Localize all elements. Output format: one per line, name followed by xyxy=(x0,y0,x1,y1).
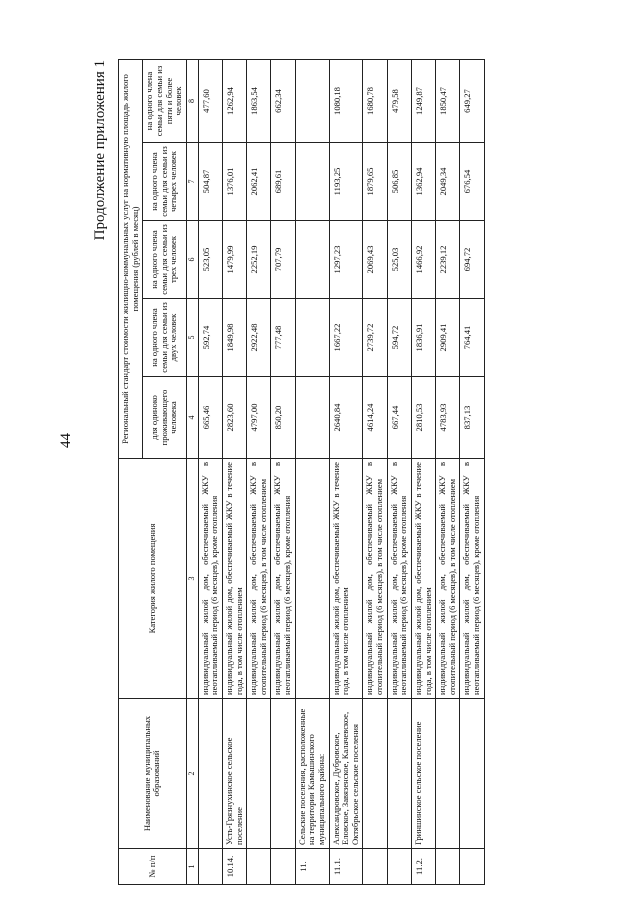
cost-value: 1193,25 xyxy=(329,143,363,221)
cost-value: 479,58 xyxy=(387,59,411,142)
cost-value: 2739,72 xyxy=(363,299,387,377)
housing-category: индивидуальный жилой дом, обеспечиваемый ЖКУ в неотапливаемый период (6 месяцев), кроме отопления xyxy=(271,459,295,699)
cost-value: 4783,93 xyxy=(436,377,460,459)
housing-category: индивидуальный жилой дом, обеспечиваемый ЖКУ в неотапливаемый период (6 месяцев), кроме отопления xyxy=(198,459,222,699)
rotated-page-content xyxy=(90,60,610,885)
row-number xyxy=(198,849,222,885)
cost-value: 2049,34 xyxy=(436,143,460,221)
municipality-name xyxy=(271,699,295,849)
cost-value: 777,48 xyxy=(271,299,295,377)
cost-value xyxy=(295,221,329,299)
cost-value: 4797,00 xyxy=(247,377,271,459)
row-number xyxy=(387,849,411,885)
row-number: 11.2. xyxy=(411,849,435,885)
cost-value: 4614,24 xyxy=(363,377,387,459)
municipality-name xyxy=(436,699,460,849)
column-index: 1 xyxy=(186,849,198,885)
header-family-three: на одного члена семьи для семьи из трех человек xyxy=(143,221,187,299)
housing-category: индивидуальный жилой дом, обеспечиваемый ЖКУ в неотапливаемый период (6 месяцев), кроме отопления xyxy=(460,459,484,699)
cost-value: 665,46 xyxy=(198,377,222,459)
cost-value: 2909,41 xyxy=(436,299,460,377)
municipality-name xyxy=(198,699,222,849)
municipality-name: Александровское, Дубровское, Еловское, Завязенское, Калачевское, Октябрьское сельские поселения xyxy=(329,699,363,849)
table-row xyxy=(247,59,271,884)
header-family-five-plus: на одного члена семьи для семьи из пяти и более человек xyxy=(143,59,187,142)
table-body xyxy=(198,59,484,884)
header-cost-standard: Региональный стандарт стоимости жилищно-коммунальных услуг на нормативную площадь жилого помещения (рублей в месяц) xyxy=(119,59,143,458)
row-number: 11.1. xyxy=(329,849,363,885)
cost-value: 506,85 xyxy=(387,143,411,221)
row-number: 10.14. xyxy=(222,849,246,885)
cost-value: 523,05 xyxy=(198,221,222,299)
table-row xyxy=(198,59,222,884)
row-number xyxy=(460,849,484,885)
table-row xyxy=(460,59,484,884)
municipality-name: Гриншинское сельское поселение xyxy=(411,699,435,849)
cost-value: 689,61 xyxy=(271,143,295,221)
page-number: 44 xyxy=(58,433,74,448)
header-single-person: для одиноко проживающего человека xyxy=(143,377,187,459)
cost-value: 1362,94 xyxy=(411,143,435,221)
table-row xyxy=(411,59,435,884)
table-row xyxy=(436,59,460,884)
cost-value: 707,79 xyxy=(271,221,295,299)
cost-value: 850,20 xyxy=(271,377,295,459)
housing-category: индивидуальный жилой дом, обеспечиваемый ЖКУ в течение года, в том числе отоплением xyxy=(222,459,246,699)
cost-value: 2823,60 xyxy=(222,377,246,459)
cost-value xyxy=(295,299,329,377)
column-index: 8 xyxy=(186,59,198,142)
header-category: Категория жилого помещения xyxy=(119,459,187,699)
header-family-two: на одного члена семьи для семьи из двух человек xyxy=(143,299,187,377)
housing-category: индивидуальный жилой дом, обеспечиваемый ЖКУ в неотапливаемый период (6 месяцев), кроме отопления xyxy=(387,459,411,699)
row-number xyxy=(247,849,271,885)
municipality-name xyxy=(247,699,271,849)
cost-value: 676,54 xyxy=(460,143,484,221)
cost-value: 1863,54 xyxy=(247,59,271,142)
cost-value: 1850,47 xyxy=(436,59,460,142)
cost-value: 1849,98 xyxy=(222,299,246,377)
cost-value: 504,87 xyxy=(198,143,222,221)
cost-value: 592,74 xyxy=(198,299,222,377)
column-index: 4 xyxy=(186,377,198,459)
column-index: 6 xyxy=(186,221,198,299)
table-row xyxy=(295,59,329,884)
municipality-name xyxy=(460,699,484,849)
cost-value: 2239,12 xyxy=(436,221,460,299)
cost-value: 2810,53 xyxy=(411,377,435,459)
cost-value: 477,60 xyxy=(198,59,222,142)
cost-value: 662,34 xyxy=(271,59,295,142)
municipality-name xyxy=(363,699,387,849)
table-row xyxy=(329,59,363,884)
cost-value: 2069,43 xyxy=(363,221,387,299)
column-index: 7 xyxy=(186,143,198,221)
cost-value: 2922,48 xyxy=(247,299,271,377)
cost-value: 837,13 xyxy=(460,377,484,459)
cost-value: 667,44 xyxy=(387,377,411,459)
housing-category: индивидуальный жилой дом, обеспечиваемый ЖКУ в течение года, в том числе отоплением xyxy=(411,459,435,699)
housing-category: индивидуальный жилой дом, обеспечиваемый ЖКУ в отопительный период (6 месяцев), в том числе отоплением xyxy=(436,459,460,699)
row-number: 11. xyxy=(295,849,329,885)
cost-value: 1680,78 xyxy=(363,59,387,142)
cost-value: 2062,41 xyxy=(247,143,271,221)
header-number: № п/п xyxy=(119,849,187,885)
cost-value: 764,41 xyxy=(460,299,484,377)
cost-value: 1667,22 xyxy=(329,299,363,377)
cost-value: 525,03 xyxy=(387,221,411,299)
cost-value: 1080,18 xyxy=(329,59,363,142)
housing-category xyxy=(295,459,329,699)
row-number xyxy=(363,849,387,885)
header-family-four: на одного члена семьи для семьи из четырех человек xyxy=(143,143,187,221)
table-row xyxy=(271,59,295,884)
cost-value: 649,27 xyxy=(460,59,484,142)
table-row xyxy=(222,59,246,884)
row-number xyxy=(271,849,295,885)
cost-value: 1297,23 xyxy=(329,221,363,299)
cost-value: 2252,19 xyxy=(247,221,271,299)
cost-value: 1466,92 xyxy=(411,221,435,299)
cost-value: 1479,99 xyxy=(222,221,246,299)
housing-category: индивидуальный жилой дом, обеспечиваемый ЖКУ в отопительный период (6 месяцев), в том числе отоплением xyxy=(363,459,387,699)
cost-value xyxy=(295,143,329,221)
cost-value: 1836,91 xyxy=(411,299,435,377)
housing-cost-standard-table xyxy=(118,59,485,885)
continuation-title: Продолжение приложения 1 xyxy=(92,60,108,241)
cost-value xyxy=(295,59,329,142)
column-index: 2 xyxy=(186,699,198,849)
cost-value xyxy=(295,377,329,459)
cost-value: 694,72 xyxy=(460,221,484,299)
cost-value: 1376,01 xyxy=(222,143,246,221)
cost-value: 2640,84 xyxy=(329,377,363,459)
municipality-name: Усть-Грязнухинское сельское поселение xyxy=(222,699,246,849)
housing-category: индивидуальный жилой дом, обеспечиваемый ЖКУ в отопительный период (6 месяцев), в том числе отоплением xyxy=(247,459,271,699)
header-municipality: Наименование муниципальных образований xyxy=(119,699,187,849)
cost-value: 594,72 xyxy=(387,299,411,377)
housing-category: индивидуальный жилой дом, обеспечиваемый ЖКУ в течение года, в том числе отоплением xyxy=(329,459,363,699)
cost-value: 1249,87 xyxy=(411,59,435,142)
row-number xyxy=(436,849,460,885)
column-index: 5 xyxy=(186,299,198,377)
column-index: 3 xyxy=(186,459,198,699)
municipality-name: Сельские поселения, расположенные на территории Камышинского муниципального района: xyxy=(295,699,329,849)
table-row xyxy=(387,59,411,884)
cost-value: 1879,65 xyxy=(363,143,387,221)
cost-value: 1262,94 xyxy=(222,59,246,142)
municipality-name xyxy=(387,699,411,849)
table-row xyxy=(363,59,387,884)
